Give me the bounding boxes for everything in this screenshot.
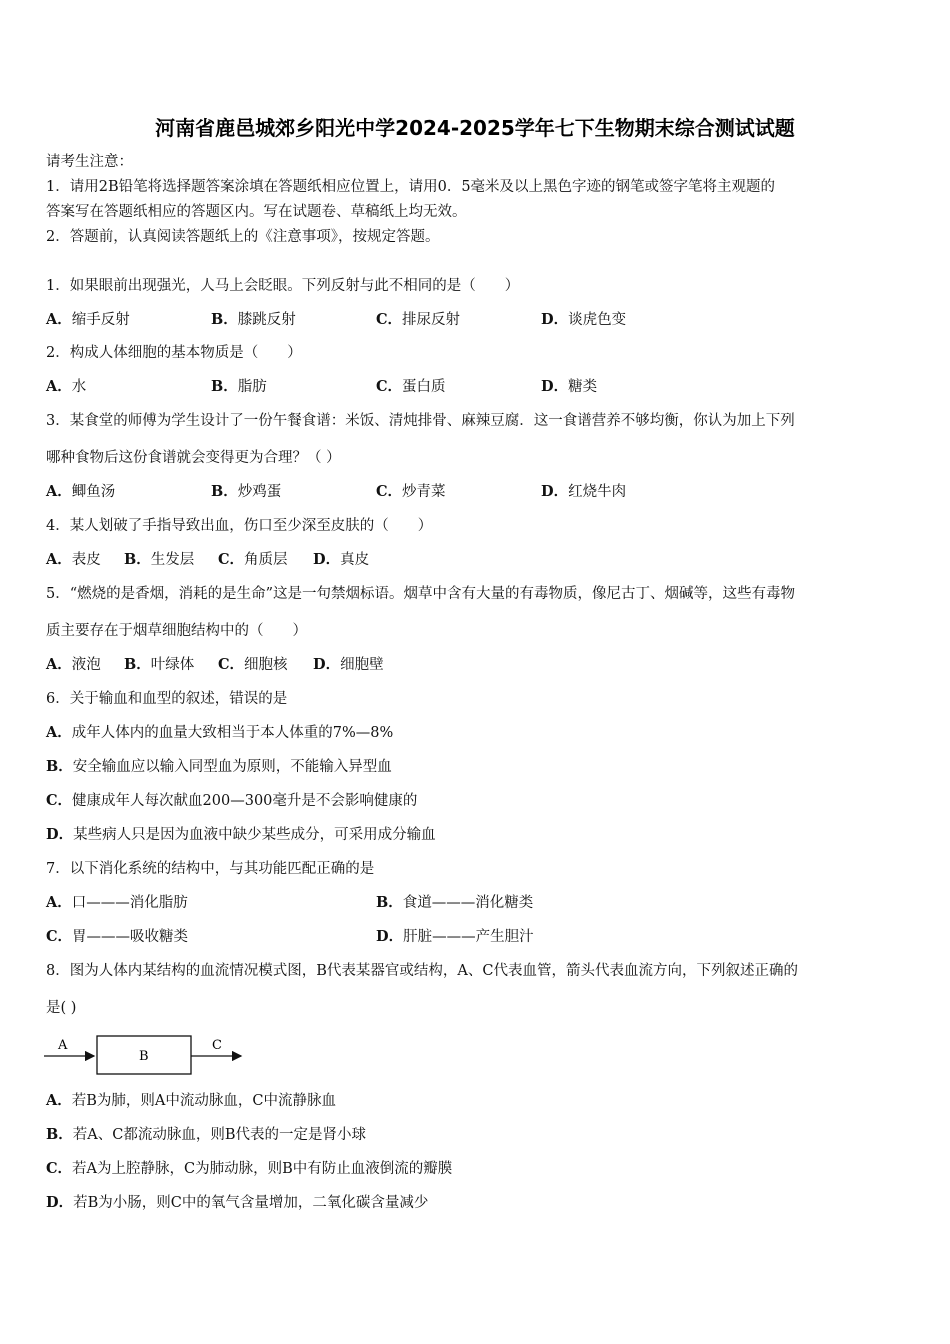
option-text: 真皮 <box>340 552 370 568</box>
q5-option-d[interactable] <box>313 655 384 675</box>
notice-line-1: 1．请用2B铅笔将选择题答案涂填在答题纸相应位置上，请用0．5毫米及以上黑色字迹的钢笔或签字笔将主观题的 <box>46 179 776 195</box>
option-label: A． <box>46 894 72 911</box>
q7-option-c[interactable] <box>46 927 188 947</box>
q1-option-a[interactable] <box>46 310 130 330</box>
q4-option-d[interactable] <box>313 550 369 570</box>
option-label: B． <box>211 483 238 500</box>
label-c: C <box>212 1038 222 1053</box>
option-text: 某些病人只是因为血液中缺少某些成分，可采用成分输血 <box>73 827 436 843</box>
label-a: A <box>58 1038 68 1053</box>
q2-option-a[interactable] <box>46 377 86 397</box>
q6-option-a[interactable] <box>46 723 393 743</box>
option-text: 生发层 <box>150 552 195 568</box>
q3-option-c[interactable] <box>376 482 446 502</box>
option-text: 若A、C都流动脉血，则B代表的一定是肾小球 <box>72 1127 366 1143</box>
option-text: 角质层 <box>244 552 288 568</box>
notice-line-2: 答案写在答题纸相应的答题区内。写在试题卷、草稿纸上均无效。 <box>46 204 467 220</box>
option-text: 安全输血应以输入同型血为原则，不能输入异型血 <box>72 759 392 775</box>
option-label: A． <box>46 1092 72 1109</box>
option-label: A． <box>46 311 72 328</box>
blood-flow-diagram <box>40 1030 250 1080</box>
q8-option-b[interactable] <box>46 1125 366 1145</box>
option-text: 细胞核 <box>244 657 288 673</box>
q1-stem: 1．如果眼前出现强光，人马上会眨眼。下列反射与此不相同的是（ ） <box>46 278 520 294</box>
option-text: 水 <box>71 379 87 395</box>
option-text: 脂肪 <box>237 379 267 395</box>
option-label: B． <box>124 551 151 568</box>
option-text: 叶绿体 <box>150 657 195 673</box>
option-text: 健康成年人每次献血200—300毫升是不会影响健康的 <box>72 793 418 809</box>
q6-stem: 6．关于输血和血型的叙述，错误的是 <box>46 691 288 707</box>
q3-option-d[interactable] <box>541 482 626 502</box>
q1-option-d[interactable] <box>541 310 626 330</box>
option-label: B． <box>46 758 73 775</box>
q6-option-c[interactable] <box>46 791 417 811</box>
q2-option-b[interactable] <box>211 377 267 397</box>
option-label: B． <box>46 1126 73 1143</box>
option-text: 胃———吸收糖类 <box>72 929 189 945</box>
option-label: A． <box>46 656 72 673</box>
option-label: D． <box>541 378 569 395</box>
q1-option-b[interactable] <box>211 310 296 330</box>
option-text: 膝跳反射 <box>237 312 296 328</box>
notice-heading: 请考生注意： <box>46 154 133 170</box>
q5-option-b[interactable] <box>124 655 194 675</box>
option-label: D． <box>313 656 341 673</box>
option-label: C． <box>218 656 245 673</box>
option-label: D． <box>46 1194 74 1211</box>
option-text: 食道———消化糖类 <box>402 895 534 911</box>
q3-stem-line-1: 3．某食堂的师傅为学生设计了一份午餐食谱：米饭、清炖排骨、麻辣豆腐．这一食谱营养不够均衡，你认为加上下列 <box>46 413 795 429</box>
q3-option-b[interactable] <box>211 482 281 502</box>
q6-option-d[interactable] <box>46 825 436 845</box>
q7-option-a[interactable] <box>46 893 188 913</box>
q6-option-b[interactable] <box>46 757 392 777</box>
option-text: 缩手反射 <box>71 312 130 328</box>
q2-option-d[interactable] <box>541 377 597 397</box>
option-label: B． <box>211 378 238 395</box>
option-label: C． <box>376 483 403 500</box>
q8-stem-line-1: 8．图为人体内某结构的血流情况模式图，B代表某器官或结构，A、C代表血管，箭头代表血流方向，下列叙述正确的 <box>46 963 798 979</box>
q4-option-b[interactable] <box>124 550 194 570</box>
option-text: 口———消化脂肪 <box>71 895 188 911</box>
q7-stem: 7．以下消化系统的结构中，与其功能匹配正确的是 <box>46 861 375 877</box>
q8-stem-line-2: 是( ) <box>46 1000 77 1016</box>
q4-stem: 4．某人划破了手指导致出血，伤口至少深至皮肤的（ ） <box>46 518 433 534</box>
option-text: 肝脏———产生胆汁 <box>403 929 534 945</box>
option-label: A． <box>46 483 72 500</box>
option-label: B． <box>211 311 238 328</box>
option-label: C． <box>218 551 245 568</box>
option-text: 若A为上腔静脉，C为肺动脉，则B中有防止血液倒流的瓣膜 <box>72 1161 453 1177</box>
label-b: B <box>139 1049 149 1064</box>
option-text: 鲫鱼汤 <box>71 484 116 500</box>
q7-option-b[interactable] <box>376 893 533 913</box>
option-text: 排尿反射 <box>402 312 461 328</box>
option-text: 炒青菜 <box>402 484 446 500</box>
option-label: A． <box>46 724 72 741</box>
option-label: C． <box>376 378 403 395</box>
option-text: 若B为肺，则A中流动脉血，C中流静脉血 <box>71 1093 336 1109</box>
q1-option-c[interactable] <box>376 310 460 330</box>
option-text: 糖类 <box>568 379 598 395</box>
option-label: C． <box>376 311 403 328</box>
q5-option-c[interactable] <box>218 655 288 675</box>
q7-option-d[interactable] <box>376 927 534 947</box>
q8-option-a[interactable] <box>46 1091 336 1111</box>
option-text: 表皮 <box>71 552 101 568</box>
option-label: A． <box>46 551 72 568</box>
q3-option-a[interactable] <box>46 482 115 502</box>
option-text: 炒鸡蛋 <box>237 484 282 500</box>
q2-option-c[interactable] <box>376 377 446 397</box>
option-text: 液泡 <box>71 657 101 673</box>
exam-title: 河南省鹿邑城郊乡阳光中学2024-2025学年七下生物期末综合测试试题 <box>155 116 795 140</box>
option-label: A． <box>46 378 72 395</box>
option-label: C． <box>46 928 73 945</box>
option-label: D． <box>541 311 569 328</box>
option-label: D． <box>541 483 569 500</box>
q4-option-a[interactable] <box>46 550 101 570</box>
option-label: B． <box>124 656 151 673</box>
q5-stem-line-2: 质主要存在于烟草细胞结构中的（ ） <box>46 623 307 639</box>
q5-option-a[interactable] <box>46 655 101 675</box>
option-text: 细胞壁 <box>340 657 384 673</box>
option-label: D． <box>46 826 74 843</box>
option-label: C． <box>46 792 73 809</box>
q2-stem: 2．构成人体细胞的基本物质是（ ） <box>46 345 302 361</box>
notice-line-3: 2．答题前，认真阅读答题纸上的《注意事项》，按规定答题。 <box>46 229 440 245</box>
option-label: B． <box>376 894 403 911</box>
q8-option-c[interactable] <box>46 1159 452 1179</box>
option-label: D． <box>313 551 341 568</box>
option-label: C． <box>46 1160 73 1177</box>
q4-option-c[interactable] <box>218 550 288 570</box>
option-text: 成年人体内的血量大致相当于本人体重的7%—8% <box>71 725 394 741</box>
q8-option-d[interactable] <box>46 1193 428 1213</box>
option-text: 红烧牛肉 <box>568 484 627 500</box>
option-text: 若B为小肠，则C中的氧气含量增加，二氧化碳含量减少 <box>73 1195 429 1211</box>
option-text: 蛋白质 <box>402 379 446 395</box>
option-label: D． <box>376 928 404 945</box>
option-text: 谈虎色变 <box>568 312 627 328</box>
q5-stem-line-1: 5．“燃烧的是香烟，消耗的是生命”这是一句禁烟标语。烟草中含有大量的有毒物质，像尼古丁、烟碱等，这些有毒物 <box>46 586 796 602</box>
q3-stem-line-2: 哪种食物后这份食谱就会变得更为合理？（ ） <box>46 450 341 466</box>
